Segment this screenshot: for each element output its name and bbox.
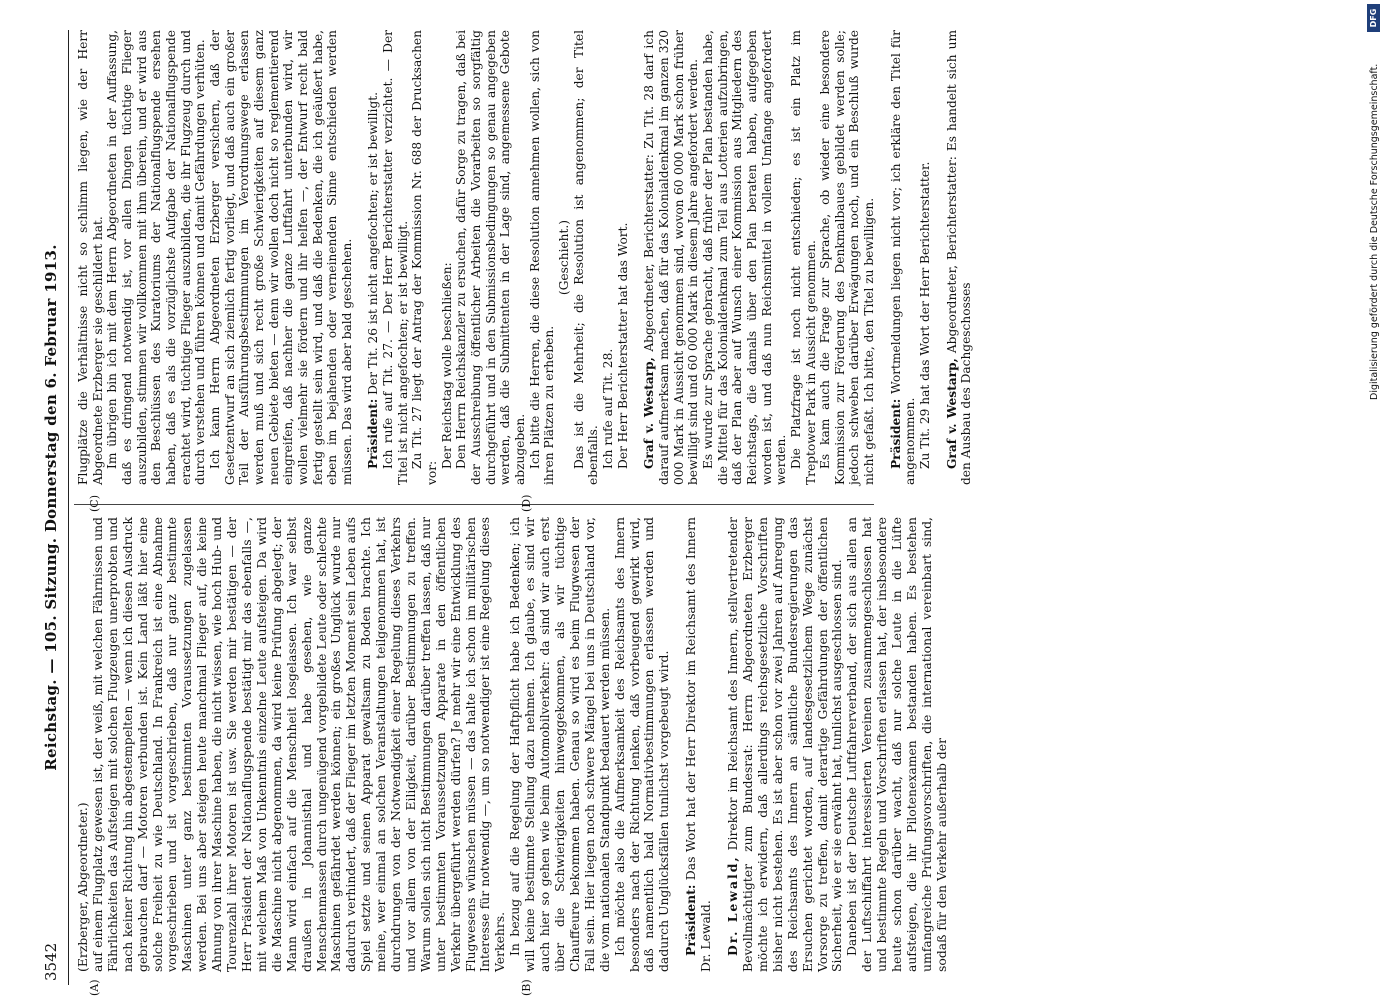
page-number: 3542 <box>42 942 60 981</box>
dfg-logo: DFG <box>1367 4 1380 32</box>
speech-westarp: Graf v. Westarp, Abgeordneter, Berichterstatter: Es handelt sich um den Ausbau des Dachgeschosses <box>944 29 974 485</box>
paragraph: Im übrigen bin ich mit dem Herrn Abgeordneten in der Auffassung, daß es dringend notwendig ist, vor allen Dingen tüchtige Flieger auszubilden, stimmen wir vollkommen mit ihm überein, und er wird aus den Beschlüssen des Kuratoriums der Nationalflugspende ersehen haben, daß es als die vorzüglichste Aufgabe der Nationalflugspende erachtet wird, tüchtige Flieger auszubilden, die ihr Flugzeug durch und durch verstehen und führen können und damit Gefährdungen verhüten. <box>105 30 208 485</box>
margin-mark-d: (D) <box>520 494 533 512</box>
paragraph: Ich rufe auf Tit. 27. — Der Herr Berichterstatter verzichtet. — Der Titel ist nicht angefochten; er ist bewilligt. <box>381 30 410 485</box>
paragraph: Das ist die Mehrheit; die Resolution ist angenommen; der Titel ebenfalls. <box>571 30 601 485</box>
margin-mark-b: (B) <box>520 979 533 996</box>
paragraph: Es wurde zur Sprache gebracht, daß früher der Plan bestanden habe, die Mittel für das Kolonialdenkmal zum Teil aus Lotterien aufzubringen, daß der Plan aber auf Wunsch einer Kommission aus Mitgliedern des Reichstags, die damals über den Plan beraten haben, aufgegeben worden ist, und daß nun Reichsmittel in vollem Umfange angefordert werden. <box>700 30 789 485</box>
page-title: Reichstag. — 105. Sitzung. Donnerstag den 6. Februar 1913. <box>42 244 60 771</box>
paragraph: Es kam auch die Frage zur Sprache, ob wieder eine besondere Kommission zur Förderung des Denkmalbaues gebildet werden solle; jedoch schweben darüber Erwägungen noch, und ein Beschluß wurde nicht gefaßt. Ich bitte, den Titel zu bewilligen. <box>818 30 877 485</box>
paragraph: Der Herr Berichterstatter hat das Wort. <box>615 222 630 469</box>
paragraph: Daneben ist der Deutsche Luftfahrerverband, der sich aus allen an der Luftschiffahrt interessierten Vereinen zusammengeschlossen hat und bestimmte Regeln und Vorschriften erlassen hat, der insbesondere heute schon darüber wacht, daß nur solche Leute in die Lüfte aufsteigen, die ihr Pilotenexamen bestanden haben. Es bestehen umfangreiche Prüfungsvorschriften, die international vereinbart sind, sodaß für den Verkehr außerhalb der <box>844 517 949 972</box>
stage-direction: (Geschieht.) <box>557 219 571 296</box>
paragraph: Ich möchte also die Aufmerksamkeit des Reichsamts des Innern besonders nach der Richtung lenken, daß vorbeugend gewirkt wird, daß namentlich bald Normativbestimmungen erlassen werden und dadurch Unglücksfällen tunlichst vorgebeugt wird. <box>611 517 672 972</box>
speech-westarp: Graf v. Westarp, Abgeordneter, Berichterstatter: Zu Tit. 28 darf ich darauf aufmerksam machen, daß für das Kolonialdenkmal im ganzen 320 000 Mark in Aussicht genommen sind, wovon 60 000 Mark schon früher bewilligt sind und 60 000 Mark in diesem Jahre angefordert werden. <box>642 30 701 485</box>
paragraph: Zu Tit. 29 hat das Wort der Herr Berichterstatter. <box>918 161 933 469</box>
speaker-name: Dr. Lewald, <box>725 855 741 956</box>
paragraph: In bezug auf die Regelung der Haftpflicht habe ich Bedenken; ich will keine bestimmte Stellung dazu nehmen. Ich glaube, es sind wir auch hier so gehen wie beim Automobilverkehr: da sind wir auch erst über die Schwierigkeiten hinweggekommen, als wir tüchtige Chauffeure bekommen haben. Genau so wird es beim Flugwesen der Fall sein. Hier liegen noch schwere Mängel bei uns in Deutschland vor, die vom nationalen Standpunkt bedauert werden müssen. <box>507 517 612 972</box>
speaker-name: Präsident: <box>366 398 381 469</box>
speaker-name: Präsident: <box>888 398 903 469</box>
header-rule <box>68 30 69 985</box>
paragraph: Ich rufe auf Tit. 28. <box>600 348 615 469</box>
margin-mark-a: (A) <box>88 979 101 996</box>
right-column <box>76 30 974 485</box>
resolution-text: Den Herrn Reichskanzler zu ersuchen, dafür Sorge zu tragen, daß bei der Ausschreibung öffentlicher Arbeiten die Vorarbeiten so sorgfältig durchgeführt und in den Submissionsbedingungen so genau angegeben werden, daß die Submittenten in der Lage sind, angemessene Gebote abzugeben. <box>454 30 528 485</box>
paragraph: Zu Tit. 27 liegt der Antrag der Kommission Nr. 688 der Drucksachen vor: <box>410 30 440 485</box>
resolution-intro: Der Reichstag wolle beschließen: <box>439 262 454 469</box>
paragraph: Ich bitte die Herren, die diese Resolution annehmen wollen, sich von ihren Plätzen zu erheben. <box>527 30 557 485</box>
page-header <box>40 30 66 985</box>
left-column <box>76 517 950 972</box>
speech-president: Präsident: Das Wort hat der Herr Direktor im Reichsamt des Innern Dr. Lewald. <box>683 517 714 972</box>
paragraph: auf einem Flugplatz gewesen ist, der weiß, mit welchen Fährnissen und Fährlichkeiten das Aufsteigen mit solchen Flugzeugen unerprobten und nach keiner Richtung hin abgestempelten — wenn ich diesen Ausdruck gebrauchen darf — Motoren verbunden ist. Kein Land läßt hier eine solche Freiheit zu wie Deutschland. In Frankreich ist eine Abnahme vorgeschrieben und ist vorgeschrieben, daß nur ganz bestimmte Maschinen unter ganz bestimmten Voraussetzungen zugelassen werden. Bei uns aber steigen heute manchmal Flieger auf, die keine Ahnung von ihrer Maschine haben, die nicht wissen, wie hoch Hub- und Tourenzahl ihrer Motoren ist usw. Sie werden mir bestätigen — der Herr Präsident der Nationalflugspende bestätigt mir das ebenfalls —, mit welchem Maß von Unkenntnis einzelne Leute aufsteigen. Da wird die Maschine nicht abgenommen, da wird keine Prüfung abgelegt; der Mann wird einfach auf die Menschheit losgelassen. Ich war selbst draußen in Johannisthal und habe gesehen, wie ganze Menschenmassen durch ungenügend vorgebildete Leute oder schlechte Maschinen gefährdet werden können; ein großes Unglück wurde nur dadurch verhindert, daß der Flieger im letzten Moment sein Leben aufs Spiel setzte und seinen Apparat gewaltsam zu Boden brachte. Ich meine, wer einmal an solchen Veranstaltungen teilgenommen hat, ist durchdrungen von der Notwendigkeit einer Regelung dieses Verkehrs und vor allem von der Eiligkeit, darüber Bestimmungen zu treffen. Warum sollen sich nicht Bestimmungen darüber treffen lassen, daß nur unter bestimmten Voraussetzungen Apparate in den öffentlichen Verkehr übergeführt werden dürfen? Je mehr wir eine Entwicklung des Flugwesens wünschen müssen — das halte ich schon im militärischen Interesse für notwendig —, um so notwendiger ist eine Regelung dieses Verkehrs. <box>89 517 508 972</box>
column-divider <box>74 504 874 505</box>
paragraph: Die Platzfrage ist noch nicht entschieden; es ist ein Platz im Treptower Park in Aussicht genommen. <box>788 30 818 485</box>
digitization-credit: Digitalisierung gefördert durch die Deutsche Forschungsgemeinschaft. <box>1369 63 1380 400</box>
speaker-tag: (Erzberger, Abgeordneter.) <box>75 802 90 972</box>
paragraph: Ich kann Herrn Abgeordneten Erzberger versichern, daß der Gesetzentwurf an sich ziemlich fertig vorliegt, und daß auch ein großer Teil der Ausführungsbestimmungen im Verordnungswege erlassen werden muß und sich recht große Schwierigkeiten auf diesem ganz neuen Gebiete bieten — denn wir wollen doch nicht so reglementierend eingreifen, daß nachher die ganze Luftfahrt unterbunden wird, wir wollen vielmehr sie fördern und ihr helfen —, der Entwurf recht bald fertig gestellt sein wird, und daß die Bedenken, die ich geäußert habe, eben im bejahenden oder verneinenden Sinne entschieden werden müssen. Das wird aber bald geschehen. <box>207 30 354 485</box>
speaker-name: Graf v. Westarp, <box>944 358 959 469</box>
speaker-name: Graf v. Westarp, <box>642 357 657 469</box>
speech-lewald: Dr. Lewald, Direktor im Reichsamt des Innern, stellvertretender Bevollmächtigter zum Bundesrat: Herrn Abgeordneten Erzberger möchte ich erwidern, daß allerdings reichsgesetzliche Vorschriften bisher nicht bestehen. Es ist aber schon vor zwei Jahren auf Anregung des Reichsamts des Innern an sämtliche Bundesregierungen das Ersuchen gerichtet worden, auf landesgesetzlichem Wege zunächst Vorsorge zu treffen, damit derartige Gefährdungen der öffentlichen Sicherheit, wie er sie erwähnt hat, tunlichst ausgeschlossen sind. <box>725 517 845 972</box>
speech-president: Präsident: Der Tit. 26 ist nicht angefochten; er ist bewilligt. <box>366 91 381 469</box>
speaker-name: Präsident: <box>683 884 699 956</box>
paragraph: Flugplätze die Verhältnisse nicht so schlimm liegen, wie der Herr Abgeordnete Erzberger sie geschildert hat. <box>76 30 105 485</box>
margin-mark-c: (C) <box>88 495 101 512</box>
speech-president: Präsident: Wortmeldungen liegen nicht vor; ich erkläre den Titel für angenommen. <box>888 29 918 485</box>
